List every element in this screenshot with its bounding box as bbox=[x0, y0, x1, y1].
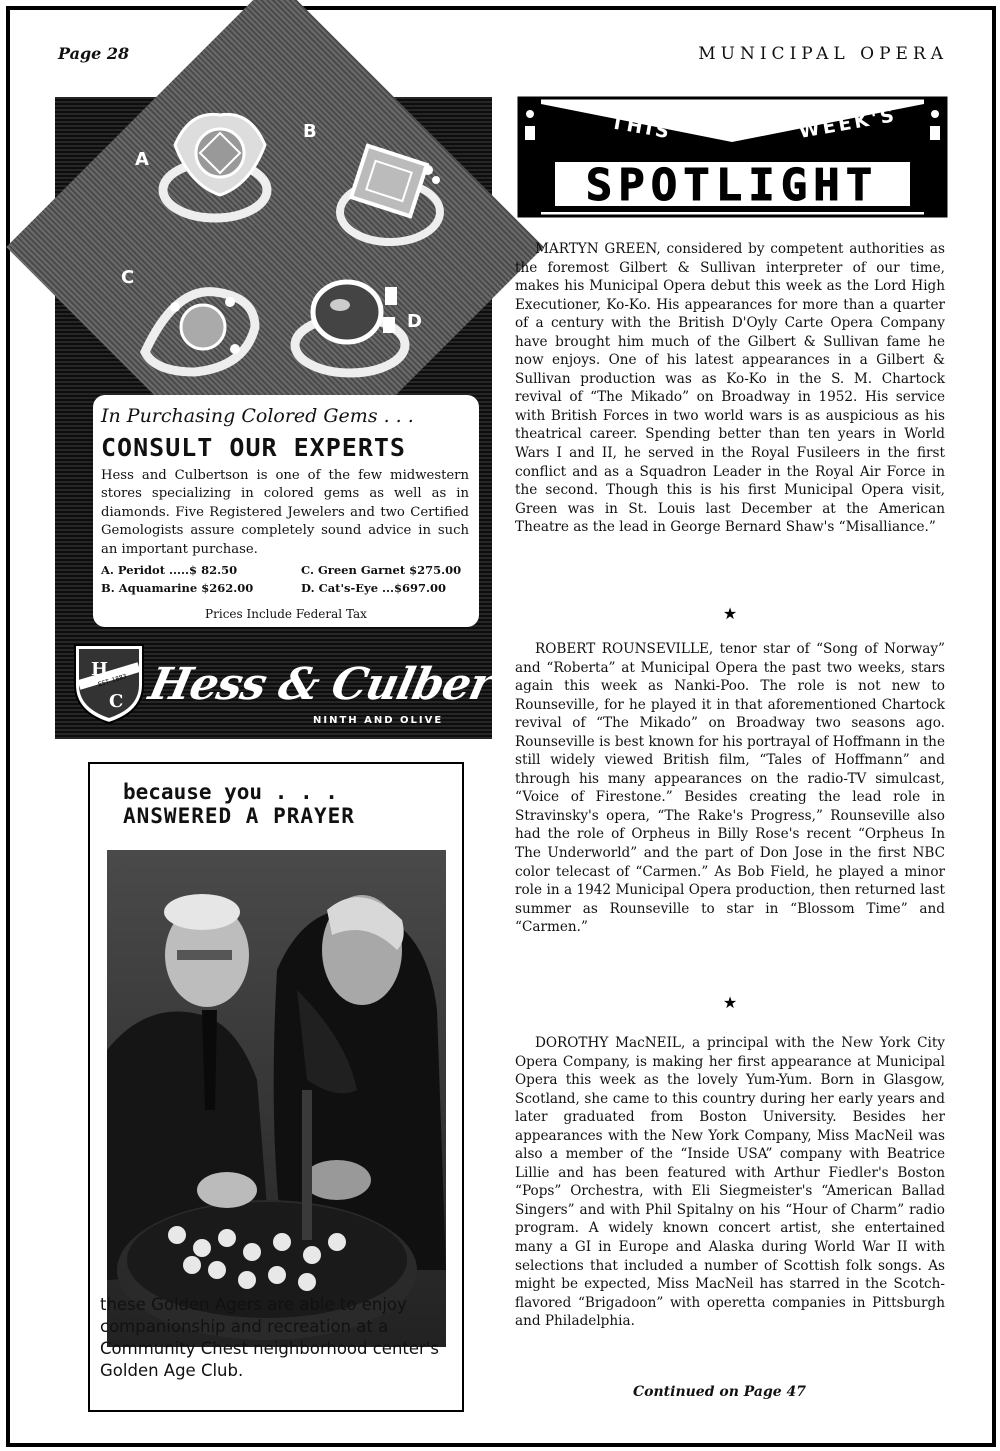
page-number: Page 28 bbox=[58, 44, 130, 63]
peridot-ring-icon bbox=[155, 105, 285, 230]
chest-ad-headline: ANSWERED A PRAYER bbox=[123, 804, 355, 828]
chest-ad-lead: because you . . . bbox=[123, 780, 338, 804]
article-robert-rounseville bbox=[515, 640, 945, 937]
banner-spotlight: SPOTLIGHT bbox=[585, 160, 879, 211]
article-paragraph-3: DOROTHY MacNEIL, a principal with the New York City Opera Company, is making her first appearance at Municipal Opera this week as the lovely Yum-Yum. Born in Glasgow, Scotland, she came to this country during her early years and later graduated from Boston University. Besides her appearances with the New York Company, Miss MacNeil was also a member of the “Inside USA” company with Beatrice Lillie and has been featured with Arthur Fiedler's Boston “Pops” Orchestra, with Eli Siegmeister's “American Ballad Singers” and with Phil Spitalny on his “Hour of Charm” radio program. A widely known concert artist, she entertained many a GI in Europe and Alaska during World War II with selections that included a number of Scottish folk songs. As might be expected, Miss MacNeil has starred in the Scotch-flavored “Brigadoon” with operetta companies in Pittsburgh and Philadelphia. bbox=[515, 1035, 945, 1330]
jewelry-ad-lead: In Purchasing Colored Gems . . . bbox=[101, 405, 414, 427]
star-separator-1: ★ bbox=[722, 604, 738, 623]
golden-agers-photo bbox=[107, 850, 446, 1347]
jewelry-advertisement bbox=[55, 97, 600, 739]
price-cats-eye: D. Cat's-Eye ...$697.00 bbox=[301, 581, 447, 595]
price-note: Prices Include Federal Tax bbox=[205, 607, 367, 621]
article-martyn-green bbox=[515, 240, 945, 537]
star-separator-2: ★ bbox=[722, 993, 738, 1012]
continued-note: Continued on Page 47 bbox=[633, 1384, 807, 1400]
article-paragraph-1: MARTYN GREEN, considered by competent authorities as the foremost Gilbert & Sullivan interpreter of our time, makes his Municipal Opera debut this week as the Lord High Executioner, Ko-Ko. His appearances for more than a quarter of a century with the British D'Oyly Carte Opera Company have brought him much of the Gilbert & Sullivan fame he now enjoys. One of his latest appearances in a Gilbert & Sullivan production was as Ko-Ko in the S. M. Chartock revival of “The Mikado” on Broadway in 1952. His service with British Forces in two world wars is as auspicious as his theatrical career. Spending better than ten years in World Wars I and II, he served in the Royal Fusileers in the first conflict and as a Squadron Leader in the Royal Air Force in the second. Though this is his first Municipal Opera visit, Green was in St. Louis last December at the American Theatre as the lead in George Bernard Shaw's “Misalliance.” bbox=[515, 241, 945, 536]
shield-letter-bottom: C bbox=[109, 691, 124, 712]
banner-this: THIS bbox=[609, 111, 674, 144]
shield-est: EST. 1883 bbox=[97, 672, 128, 689]
price-peridot: A. Peridot .....$ 82.50 bbox=[101, 563, 238, 577]
publication-title: MUNICIPAL OPERA bbox=[698, 44, 948, 64]
jewelry-ad-text-panel bbox=[93, 395, 479, 627]
shield-logo-icon bbox=[69, 637, 149, 727]
aquamarine-ring-icon bbox=[330, 142, 455, 252]
chest-ad-caption: these Golden Agers are able to enjoy companionship and recreation at a Community Chest neighborhood center's Golden Age Club. bbox=[100, 1295, 439, 1380]
green-garnet-ring-icon bbox=[135, 267, 275, 382]
price-aquamarine: B. Aquamarine $262.00 bbox=[101, 581, 254, 595]
cats-eye-ring-icon bbox=[285, 267, 415, 382]
spotlight-banner bbox=[515, 96, 950, 218]
store-address: NINTH AND OLIVE bbox=[313, 715, 444, 726]
article-dorothy-macneil bbox=[515, 1034, 945, 1331]
gem-label-a: A bbox=[135, 149, 149, 170]
shield-letter-top: H bbox=[91, 659, 109, 680]
brand-logo: Hess & Culbertson bbox=[144, 659, 600, 710]
article-paragraph-2: ROBERT ROUNSEVILLE, tenor star of “Song of Norway” and “Roberta” at Municipal Opera the past two weeks, stars again this week as Nanki-Poo. The role is not new to Rounseville, for he played it in that aforementioned Chartock revival of “The Mikado” on Broadway two seasons ago. Rounseville is best known for his portrayal of Hoffmann in the still widely viewed British film, “Tales of Hoffmann” and through his many appearances on the radio-TV simulcast, “Voice of Firestone.” Besides creating the lead role in Stravinsky's opera, “The Rake's Progress,” Rounseville also had the role of Orpheus in Billy Rose's recent “Orpheus In The Underworld” and the part of Don Jose in the first NBC color telecast of “Carmen.” As Bob Field, he played a minor role in a 1942 Municipal Opera production, then returned last summer as Rounseville to star in “Blossom Time” and “Carmen.” bbox=[515, 641, 945, 936]
community-chest-advertisement bbox=[88, 762, 464, 1412]
price-green-garnet: C. Green Garnet $275.00 bbox=[301, 563, 462, 577]
jewelry-ad-headline: CONSULT OUR EXPERTS bbox=[101, 433, 406, 462]
gem-label-c: C bbox=[121, 267, 135, 288]
gem-label-d: D bbox=[407, 311, 422, 332]
jewelry-ad-body: Hess and Culbertson is one of the few midwestern stores specializing in colored gems as well as in diamonds. Five Registered Jewelers and two Certified Gemologists assure completely sound advice in such an important purchase. bbox=[101, 468, 469, 557]
banner-weeks: WEEK'S bbox=[797, 104, 899, 143]
gem-label-b: B bbox=[303, 121, 317, 142]
